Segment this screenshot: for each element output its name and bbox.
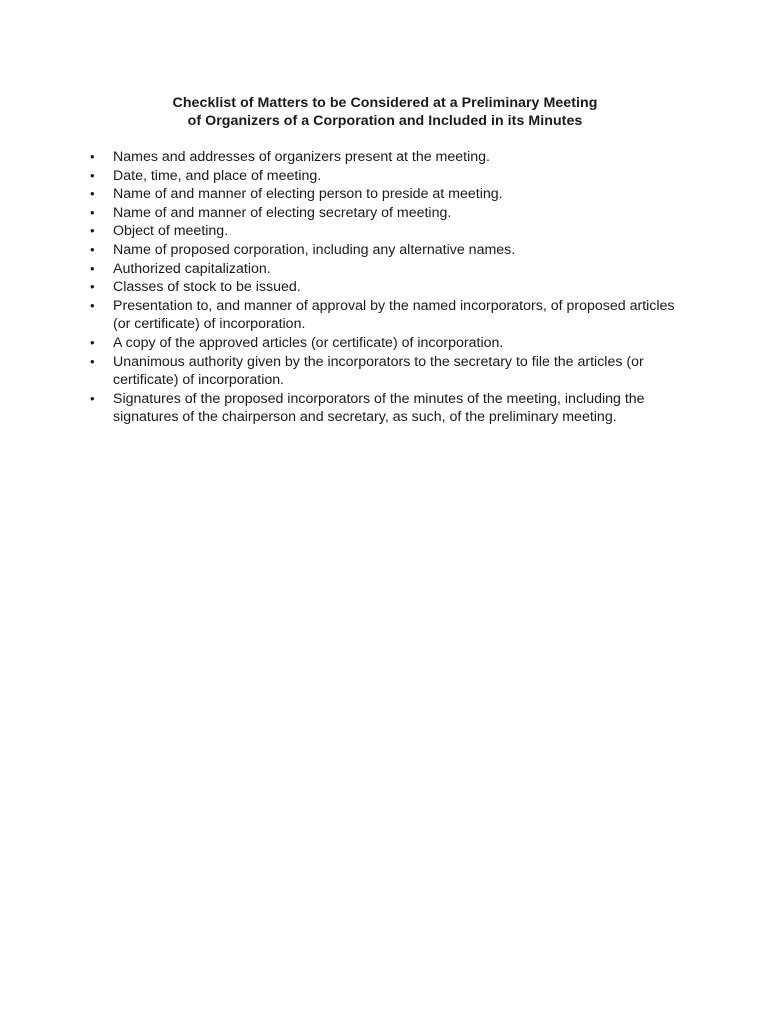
bullet-icon: • xyxy=(90,167,95,183)
bullet-icon: • xyxy=(90,149,95,164)
bullet-icon: • xyxy=(90,279,95,295)
list-item-text: Authorized capitalization. xyxy=(113,260,271,277)
list-item xyxy=(85,241,695,260)
bullet-icon: • xyxy=(90,260,95,276)
list-item-text: Unanimous authority given by the incorporators to the secretary to file the articles (or certificate) of incorporation. xyxy=(113,353,644,389)
list-item-text: Signatures of the proposed incorporators of the minutes of the meeting, including the signatures of the chairperson and secretary, as such, of the preliminary meeting. xyxy=(113,390,645,426)
list-item xyxy=(85,297,695,334)
bullet-icon: • xyxy=(90,353,95,369)
list-item xyxy=(85,185,695,204)
list-item-text: Name of proposed corporation, including any alternative names. xyxy=(113,241,516,258)
list-item xyxy=(85,204,695,223)
checklist xyxy=(85,148,695,427)
bullet-icon: • xyxy=(90,297,95,313)
document-title xyxy=(0,94,770,130)
list-item-text: Name of and manner of electing person to preside at meeting. xyxy=(113,186,503,203)
bullet-icon: • xyxy=(90,334,95,350)
list-item-text: Classes of stock to be issued. xyxy=(113,279,301,296)
list-item-text: Presentation to, and manner of approval by the named incorporators, of proposed articles (or certificate) of incorporation. xyxy=(113,297,675,333)
list-item-text: A copy of the approved articles (or certificate) of incorporation. xyxy=(113,334,504,351)
bullet-icon: • xyxy=(90,390,95,406)
list-item-text: Name of and manner of electing secretary of meeting. xyxy=(113,204,452,221)
bullet-icon: • xyxy=(90,204,95,220)
list-item xyxy=(85,278,695,297)
list-item xyxy=(85,167,695,186)
bullet-icon: • xyxy=(90,241,95,257)
list-item-text: Names and addresses of organizers present at the meeting. xyxy=(113,149,490,165)
list-item xyxy=(85,353,695,390)
list-item-text: Date, time, and place of meeting. xyxy=(113,167,322,184)
list-item-text: Object of meeting. xyxy=(113,223,229,240)
list-item xyxy=(85,334,695,353)
list-item xyxy=(85,222,695,241)
bullet-icon: • xyxy=(90,223,95,239)
list-item xyxy=(85,390,695,427)
list-item xyxy=(85,260,695,279)
list-item xyxy=(85,148,695,167)
bullet-icon: • xyxy=(90,186,95,202)
title-line-2: of Organizers of a Corporation and Included in its Minutes xyxy=(187,113,583,129)
title-line-1: Checklist of Matters to be Considered at a Preliminary Meeting xyxy=(172,95,598,111)
